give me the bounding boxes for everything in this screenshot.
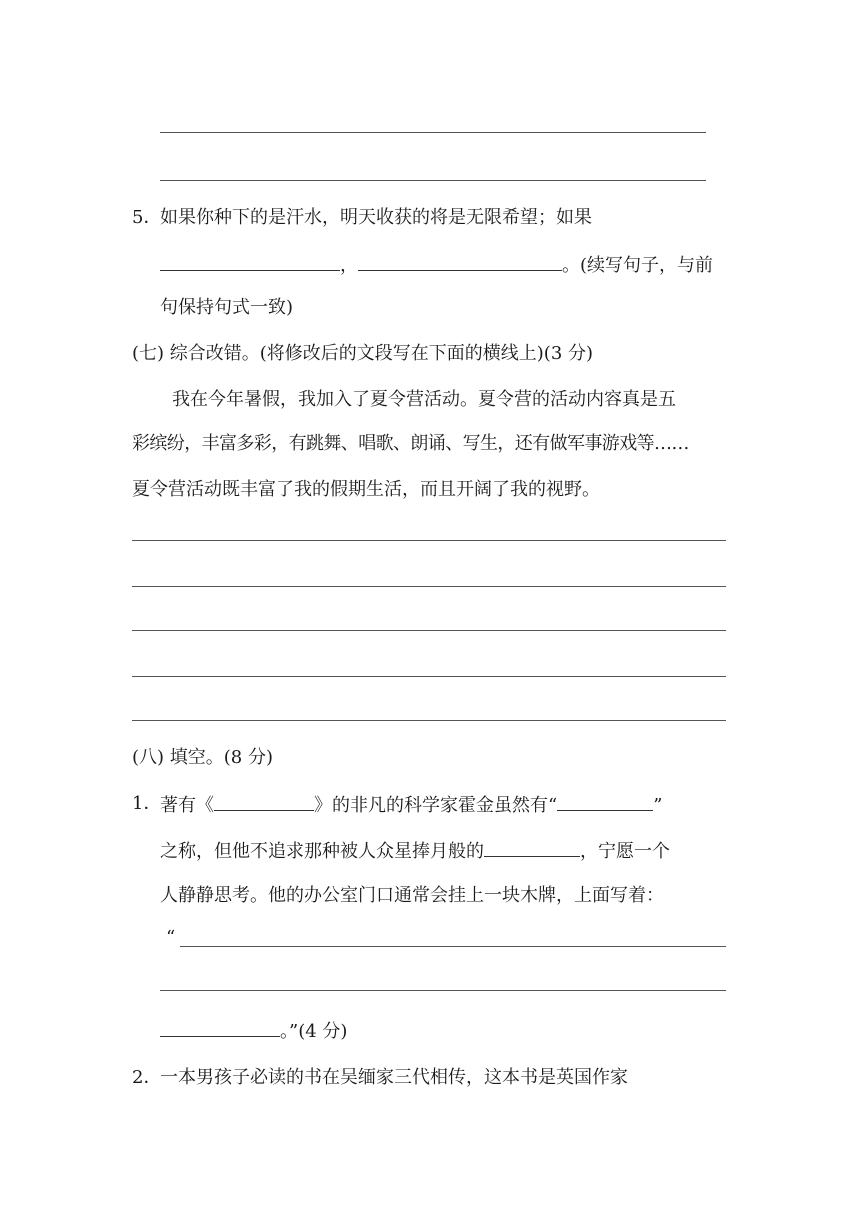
s8-q1-text-e: ，宁愿一个 [580,841,670,862]
book-title-blank[interactable] [214,792,314,811]
section7-para-line1: 我在今年暑假，我加入了夏令营活动。夏令营的活动内容真是五 [172,389,676,410]
q5-text-line1: 如果你种下的是汗水，明天收获的将是无限希望；如果 [160,207,592,228]
s8-q2-number: 2． [132,1067,162,1088]
correction-line-1[interactable] [132,540,726,541]
adjective-blank[interactable] [484,838,580,857]
answer-line-2[interactable] [160,180,706,181]
s8-q2-text: 一本男孩子必读的书在吴缅家三代相传，这本书是英国作家 [160,1067,628,1088]
correction-line-5[interactable] [132,720,726,721]
s8-q1-line3: 人静静思考。他的办公室门口通常会挂上一块木牌，上面写着： [160,885,664,906]
q5-blank-2[interactable] [358,252,562,271]
q5-text-line3: 句保持句式一致) [160,297,294,318]
s8-q1-text-b: 》的非凡的科学家霍金虽然有“ [314,795,558,816]
correction-line-4[interactable] [132,676,726,677]
s8-q1-open-quote: “ [166,927,176,948]
q5-blank-1[interactable] [160,252,340,271]
q5-number: 5． [132,207,162,228]
sign-text-blank-end[interactable] [160,1018,280,1037]
q5-instruction: 。(续写句子，与前 [562,255,714,276]
s8-q1-text-a: 著有《 [160,795,214,816]
s8-q1-line6 [160,1018,347,1044]
sign-text-line-1[interactable] [180,946,726,947]
q5-line2 [160,252,713,278]
section8-heading: (八) 填空。(8 分) [132,747,273,768]
q5-comma: ， [340,255,358,276]
s8-q1-text-c: ” [653,795,663,816]
section7-para-line3: 夏令营活动既丰富了我的假期生活，而且开阔了我的视野。 [132,479,600,500]
answer-line-1[interactable] [160,132,706,133]
nickname-blank[interactable] [557,792,653,811]
section7-para-line2: 彩缤纷，丰富多彩，有跳舞、唱歌、朗诵、写生，还有做军事游戏等…… [132,433,689,454]
sign-text-line-2[interactable] [160,990,726,991]
s8-q1-text-h: 。”(4 分) [280,1021,348,1042]
s8-q1-text-d: 之称，但他不追求那种被人众星捧月般的 [160,841,484,862]
correction-line-2[interactable] [132,586,726,587]
section7-heading: (七) 综合改错。(将修改后的文段写在下面的横线上)(3 分) [132,343,594,364]
s8-q1-line2 [160,838,670,864]
s8-q1-line1 [160,792,662,818]
s8-q1-number: 1． [132,793,162,814]
correction-line-3[interactable] [132,630,726,631]
